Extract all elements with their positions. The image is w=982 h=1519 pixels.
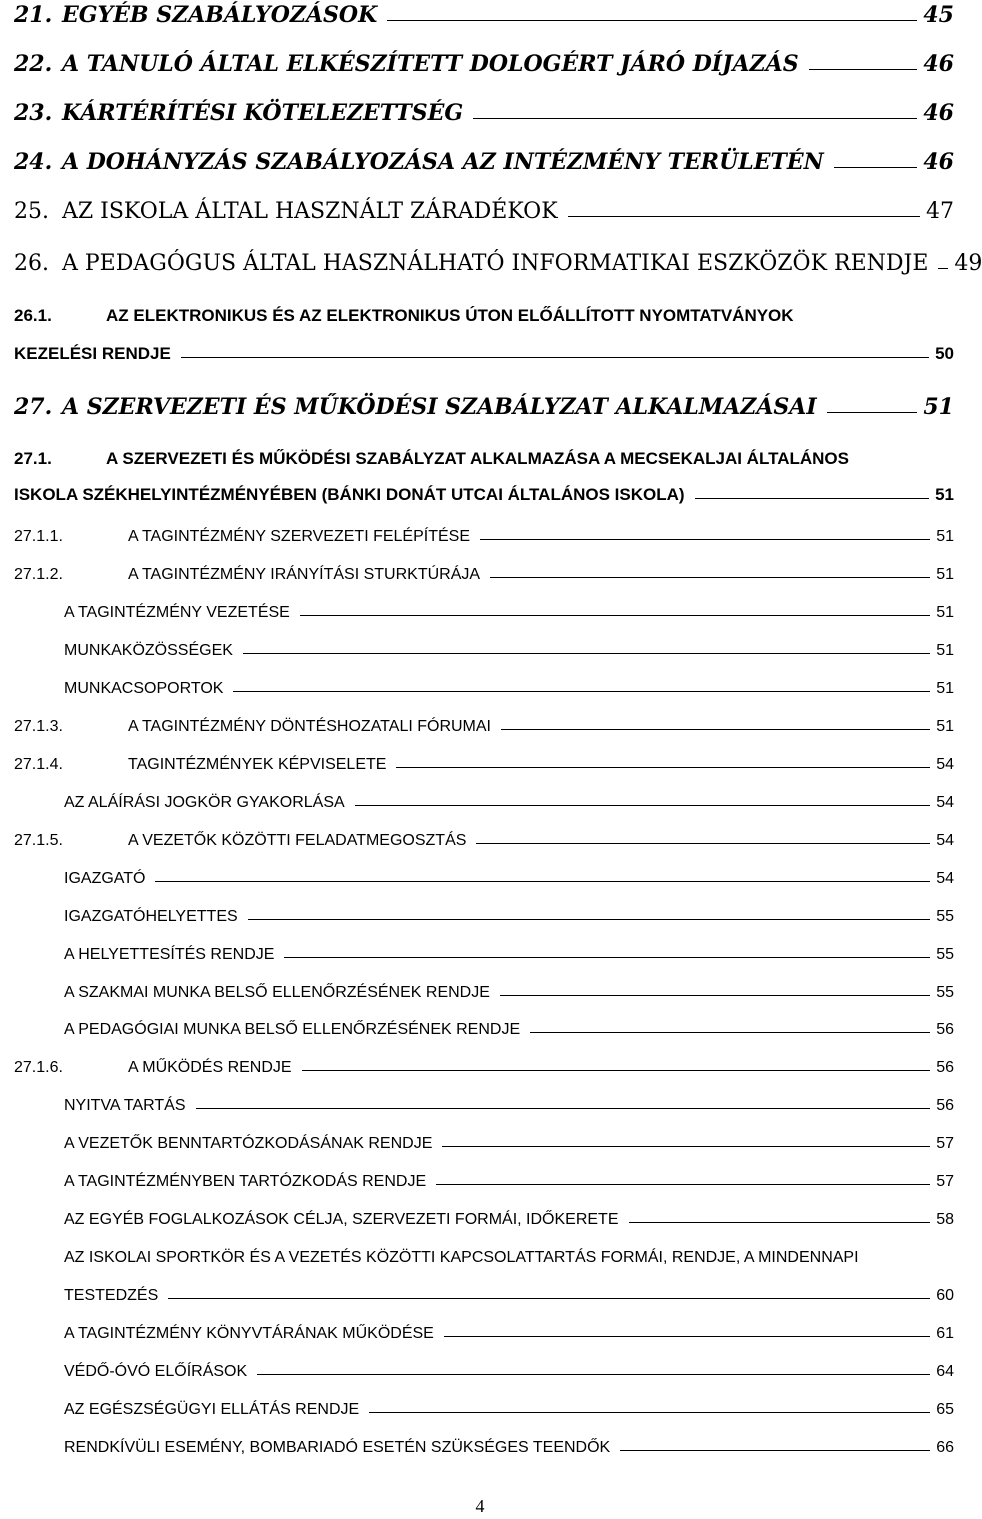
toc-number: 27.1.5. — [14, 832, 63, 849]
toc-title: AZ EGÉSZSÉGÜGYI ELLÁTÁS RENDJE — [64, 1401, 360, 1418]
toc-page: 57 — [936, 1135, 954, 1152]
toc-page: 58 — [936, 1211, 954, 1228]
toc-number: 27.1.6. — [14, 1059, 63, 1076]
toc-leader — [476, 843, 930, 844]
toc-leader — [284, 957, 930, 958]
toc-title-continued: TESTEDZÉS — [64, 1287, 159, 1304]
toc-title: RENDKÍVÜLI ESEMÉNY, BOMBARIADÓ ESETÉN SZÜKSÉGES TEENDŐK — [64, 1439, 611, 1456]
toc-entry-nyitva-tartas[interactable] — [64, 1097, 954, 1115]
toc-title: VÉDŐ-ÓVÓ ELŐÍRÁSOK — [64, 1363, 248, 1380]
toc-leader — [155, 881, 930, 882]
toc-number: 26.1. — [14, 306, 52, 325]
toc-number: 27.1.4. — [14, 756, 63, 773]
toc-page: 51 — [936, 566, 954, 583]
toc-leader — [629, 1222, 931, 1223]
toc-entry-pedagogiai-ellenorzes[interactable] — [64, 1021, 954, 1039]
toc-leader — [168, 1298, 930, 1299]
toc-page: 51 — [936, 528, 954, 545]
toc-entry-igazgato[interactable] — [64, 870, 954, 888]
toc-entry-benntartozkodas[interactable] — [64, 1135, 954, 1153]
toc-number: 23. — [14, 100, 53, 126]
toc-leader — [827, 412, 918, 413]
toc-number: 22. — [14, 51, 53, 77]
toc-entry-27-1-cont[interactable] — [14, 485, 954, 505]
toc-leader — [302, 1070, 931, 1071]
toc-leader — [257, 1374, 930, 1375]
toc-entry-27-1-3[interactable] — [14, 718, 954, 736]
toc-entry-alairasi-jogkor[interactable] — [64, 794, 954, 812]
toc-title: A PEDAGÓGIAI MUNKA BELSŐ ELLENŐRZÉSÉNEK RENDJE — [64, 1021, 521, 1038]
toc-leader — [300, 615, 930, 616]
toc-entry-tartozkodas-rendje[interactable] — [64, 1173, 954, 1191]
toc-page: 60 — [936, 1287, 954, 1304]
toc-leader — [490, 577, 930, 578]
toc-title: A HELYETTESÍTÉS RENDJE — [64, 946, 275, 963]
toc-leader — [500, 995, 930, 996]
toc-entry-igazgatohelyettes[interactable] — [64, 908, 954, 926]
toc-title-continued: ISKOLA SZÉKHELYINTÉZMÉNYÉBEN (BÁNKI DONÁT UTCAI ÁLTALÁNOS ISKOLA) — [14, 485, 685, 504]
toc-entry-27-1-5[interactable] — [14, 832, 954, 850]
toc-leader — [243, 653, 930, 654]
toc-title: MUNKACSOPORTOK — [64, 680, 224, 697]
toc-leader — [809, 69, 918, 70]
toc-leader — [355, 805, 931, 806]
toc-entry-vezetes[interactable] — [64, 604, 954, 622]
toc-leader — [436, 1184, 930, 1185]
toc-entry-munkacsoportok[interactable] — [64, 680, 954, 698]
toc-entry-egeszsegugyi[interactable] — [64, 1401, 954, 1419]
toc-entry-sportkor[interactable] — [64, 1249, 954, 1267]
toc-leader — [369, 1412, 930, 1413]
toc-title: A TAGINTÉZMÉNY SZERVEZETI FELÉPÍTÉSE — [128, 528, 471, 545]
toc-title: KÁRTÉRÍTÉSI KÖTELEZETTSÉG — [62, 100, 464, 126]
page-number: 4 — [475, 1496, 485, 1516]
toc-page: 56 — [936, 1097, 954, 1114]
toc-leader — [387, 20, 917, 21]
toc-page: 45 — [923, 2, 954, 28]
toc-page: 51 — [936, 680, 954, 697]
toc-entry-26-1[interactable] — [14, 306, 954, 326]
toc-leader — [501, 729, 930, 730]
toc-entry-27-1[interactable] — [14, 449, 954, 469]
toc-title: IGAZGATÓ — [64, 870, 146, 887]
toc-number: 21. — [14, 2, 53, 28]
toc-title: AZ EGYÉB FOGLALKOZÁSOK CÉLJA, SZERVEZETI FORMÁI, IDŐKERETE — [64, 1211, 619, 1228]
toc-leader — [620, 1450, 930, 1451]
toc-page: 46 — [923, 51, 954, 77]
toc-page: 65 — [936, 1401, 954, 1418]
toc-page: 55 — [936, 946, 954, 963]
toc-page: 51 — [935, 485, 954, 504]
toc-title-continued: KEZELÉSI RENDJE — [14, 344, 171, 363]
toc-leader — [568, 216, 920, 217]
toc-page: 64 — [936, 1363, 954, 1380]
toc-number: 27.1. — [14, 449, 52, 468]
toc-leader — [834, 167, 918, 168]
toc-page: 51 — [936, 604, 954, 621]
toc-page: 54 — [936, 832, 954, 849]
toc-page: 54 — [936, 756, 954, 773]
toc-leader — [695, 498, 930, 499]
toc-title: NYITVA TARTÁS — [64, 1097, 186, 1114]
toc-page: 54 — [936, 870, 954, 887]
toc-entry-sportkor-cont[interactable] — [64, 1287, 954, 1305]
toc-leader — [233, 691, 930, 692]
toc-title: A DOHÁNYZÁS SZABÁLYOZÁSA AZ INTÉZMÉNY TERÜLETÉN — [62, 149, 824, 175]
toc-title: A TAGINTÉZMÉNY KÖNYVTÁRÁNAK MŰKÖDÉSE — [64, 1325, 434, 1342]
toc-page: 46 — [923, 149, 954, 175]
toc-entry-vedo-ovo[interactable] — [64, 1363, 954, 1381]
toc-leader — [181, 357, 929, 358]
toc-title: A TAGINTÉZMÉNYBEN TARTÓZKODÁS RENDJE — [64, 1173, 427, 1190]
toc-title: TAGINTÉZMÉNYEK KÉPVISELETE — [128, 756, 387, 773]
toc-title: A MŰKÖDÉS RENDJE — [128, 1059, 292, 1076]
toc-title: AZ ISKOLAI SPORTKÖR ÉS A VEZETÉS KÖZÖTTI KAPCSOLATTARTÁS FORMÁI, RENDJE, A MINDENNAPI — [64, 1249, 859, 1266]
toc-title: A VEZETŐK BENNTARTÓZKODÁSÁNAK RENDJE — [64, 1135, 433, 1152]
toc-entry-egyeb-foglalkozasok[interactable] — [64, 1211, 954, 1229]
toc-title: A SZERVEZETI ÉS MŰKÖDÉSI SZABÁLYZAT ALKALMAZÁSAI — [62, 394, 817, 420]
toc-page: 55 — [936, 908, 954, 925]
toc-leader — [396, 767, 930, 768]
toc-title: EGYÉB SZABÁLYOZÁSOK — [62, 2, 378, 28]
toc-page: 51 — [923, 394, 954, 420]
toc-entry-27-1-6[interactable] — [14, 1059, 954, 1077]
toc-entry-26[interactable] — [14, 251, 982, 276]
toc-entry-23[interactable] — [14, 100, 954, 126]
toc-title: A TAGINTÉZMÉNY VEZETÉSE — [64, 604, 290, 621]
toc-leader — [938, 268, 948, 269]
toc-entry-21[interactable] — [14, 2, 954, 28]
toc-page: 50 — [935, 344, 954, 363]
toc-entry-27-1-2[interactable] — [14, 566, 954, 584]
toc-title: MUNKAKÖZÖSSÉGEK — [64, 642, 233, 659]
toc-title: A PEDAGÓGUS ÁLTAL HASZNÁLHATÓ INFORMATIKAI ESZKÖZÖK RENDJE — [62, 251, 929, 276]
toc-entry-helyettesites[interactable] — [64, 946, 954, 964]
toc-entry-26-1-cont[interactable] — [14, 344, 954, 364]
toc-title: A TAGINTÉZMÉNY DÖNTÉSHOZATALI FÓRUMAI — [128, 718, 491, 735]
toc-page: 56 — [936, 1021, 954, 1038]
toc-title: A SZERVEZETI ÉS MŰKÖDÉSI SZABÁLYZAT ALKALMAZÁSA A MECSEKALJAI ÁLTALÁNOS — [106, 449, 849, 468]
toc-entry-szakmai-ellenorzes[interactable] — [64, 984, 954, 1002]
toc-number: 27. — [14, 394, 53, 420]
toc-page: 47 — [926, 199, 954, 224]
toc-entry-27[interactable] — [14, 394, 954, 420]
toc-entry-27-1-4[interactable] — [14, 756, 954, 774]
toc-title: AZ ISKOLA ÁLTAL HASZNÁLT ZÁRADÉKOK — [62, 199, 558, 224]
toc-page: 55 — [936, 984, 954, 1001]
toc-number: 27.1.3. — [14, 718, 63, 735]
toc-page: 46 — [923, 100, 954, 126]
toc-number: 27.1.2. — [14, 566, 63, 583]
toc-entry-27-1-1[interactable] — [14, 528, 954, 546]
toc-leader — [442, 1146, 930, 1147]
toc-title: AZ ALÁÍRÁSI JOGKÖR GYAKORLÁSA — [64, 794, 345, 811]
toc-page: 66 — [936, 1439, 954, 1456]
toc-entry-munkakozossegek[interactable] — [64, 642, 954, 660]
toc-title: A SZAKMAI MUNKA BELSŐ ELLENŐRZÉSÉNEK RENDJE — [64, 984, 490, 1001]
toc-number: 24. — [14, 149, 53, 175]
toc-title: AZ ELEKTRONIKUS ÉS AZ ELEKTRONIKUS ÚTON ELŐÁLLÍTOTT NYOMTATVÁNYOK — [106, 306, 794, 325]
toc-leader — [473, 118, 917, 119]
toc-number: 25. — [14, 199, 49, 224]
toc-page: 49 — [954, 251, 982, 276]
toc-title: A TAGINTÉZMÉNY IRÁNYÍTÁSI STURKTÚRÁJA — [128, 566, 481, 583]
toc-page: 57 — [936, 1173, 954, 1190]
toc-title: A VEZETŐK KÖZÖTTI FELADATMEGOSZTÁS — [128, 832, 467, 849]
toc-title: IGAZGATÓHELYETTES — [64, 908, 238, 925]
toc-entry-24[interactable] — [14, 149, 954, 175]
toc-page: 61 — [936, 1325, 954, 1342]
toc-title: A TANULÓ ÁLTAL ELKÉSZÍTETT DOLOGÉRT JÁRÓ DÍJAZÁS — [62, 51, 799, 77]
toc-entry-22[interactable] — [14, 51, 954, 77]
toc-page: 51 — [936, 718, 954, 735]
toc-page: 51 — [936, 642, 954, 659]
toc-page: 54 — [936, 794, 954, 811]
toc-leader — [480, 539, 930, 540]
toc-number: 26. — [14, 251, 49, 276]
toc-entry-rendkivuli[interactable] — [64, 1439, 954, 1457]
toc-leader — [530, 1032, 930, 1033]
toc-leader — [196, 1108, 931, 1109]
toc-entry-25[interactable] — [14, 199, 954, 224]
toc-entry-konyvtar[interactable] — [64, 1325, 954, 1343]
toc-number: 27.1.1. — [14, 528, 63, 545]
toc-page: 56 — [936, 1059, 954, 1076]
toc-leader — [248, 919, 931, 920]
toc-leader — [444, 1336, 930, 1337]
